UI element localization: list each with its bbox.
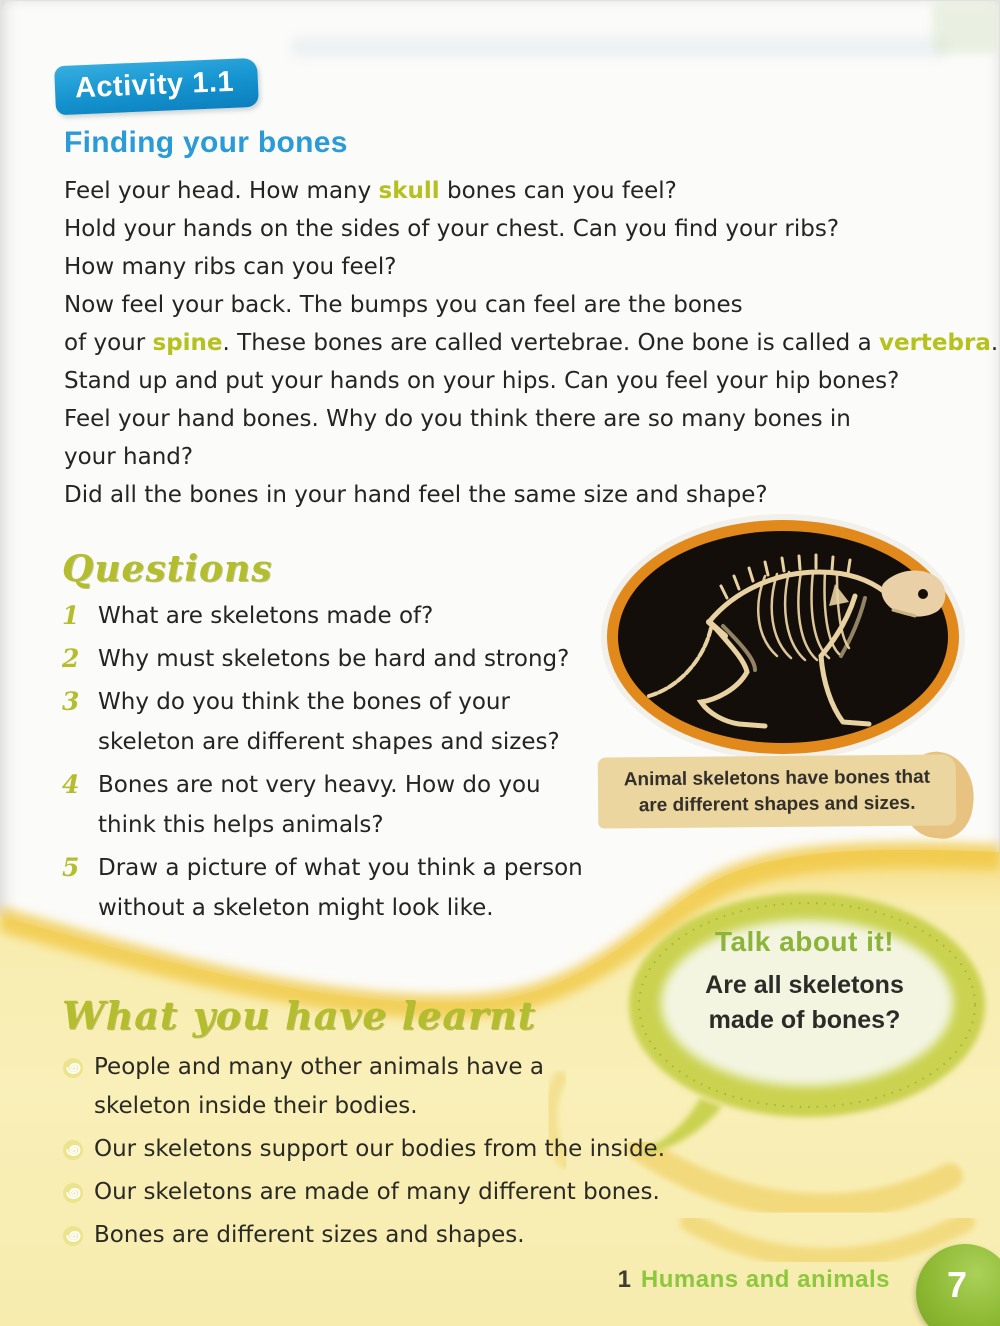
question-text bbox=[98, 682, 560, 762]
text-segment: . These bones are called vertebrae. One bone is called a bbox=[222, 330, 879, 356]
footer-chapter bbox=[480, 1266, 890, 1294]
question-text bbox=[98, 639, 569, 679]
question-number: 4 bbox=[62, 770, 80, 799]
scan-bleedthrough-corner bbox=[932, 2, 998, 54]
page-number: 7 bbox=[946, 1264, 968, 1305]
talk-bubble-question bbox=[652, 968, 957, 1038]
learnt-line: skeleton inside their bodies. bbox=[94, 1093, 418, 1119]
talk-bubble-title: Talk about it! bbox=[714, 926, 895, 957]
learnt-text bbox=[94, 1173, 660, 1212]
caption-line: Animal skeletons have bones that bbox=[623, 766, 931, 791]
swirl-bullet-icon bbox=[62, 1057, 84, 1079]
question-text bbox=[98, 596, 433, 636]
learnt-line: Bones are different sizes and shapes. bbox=[94, 1222, 525, 1248]
question-line: Why do you think the bones of your bbox=[98, 689, 510, 715]
intro-line bbox=[64, 438, 994, 476]
text-segment: bones can you feel? bbox=[439, 178, 677, 204]
intro-line bbox=[64, 400, 994, 438]
talk-bubble bbox=[652, 926, 957, 1038]
swirl-bullet-icon bbox=[62, 1057, 84, 1079]
intro-line bbox=[64, 324, 999, 362]
caption-line: are different shapes and sizes. bbox=[638, 792, 916, 817]
swirl-bullet-icon bbox=[62, 1182, 84, 1204]
question-line: Draw a picture of what you think a person bbox=[98, 855, 583, 881]
learnt-item bbox=[62, 1216, 702, 1255]
question-item bbox=[62, 596, 622, 636]
questions-heading: Questions bbox=[62, 548, 273, 590]
question-number: 3 bbox=[62, 687, 80, 716]
text-segment: Hold your hands on the sides of your chest. Can you find your ribs? bbox=[64, 216, 840, 242]
keyword: vertebra bbox=[879, 330, 991, 356]
learnt-item bbox=[62, 1130, 702, 1169]
learnt-heading: What you have learnt bbox=[62, 993, 537, 1038]
question-item bbox=[62, 765, 622, 845]
swirl-bullet-icon bbox=[62, 1139, 84, 1161]
swirl-bullet-icon bbox=[62, 1225, 84, 1247]
question-item bbox=[62, 848, 622, 928]
keyword: spine bbox=[152, 330, 223, 356]
intro-line bbox=[64, 362, 994, 400]
text-segment: Feel your hand bones. Why do you think there are so many bones in bbox=[64, 406, 851, 432]
question-line: think this helps animals? bbox=[98, 812, 384, 838]
section-heading: Finding your bones bbox=[64, 126, 348, 159]
intro-line bbox=[64, 210, 994, 248]
text-segment: Now feel your back. The bumps you can feel are the bones bbox=[64, 292, 743, 318]
swirl-bullet-icon bbox=[62, 1139, 84, 1161]
question-item bbox=[62, 639, 622, 679]
text-segment: Feel your head. How many bbox=[64, 178, 379, 204]
text-segment: of your bbox=[64, 330, 153, 356]
scan-bleedthrough bbox=[290, 36, 950, 58]
question-text bbox=[98, 765, 541, 845]
activity-badge: Activity 1.1 bbox=[54, 58, 259, 115]
keyword: skull bbox=[378, 178, 440, 204]
intro-line bbox=[64, 476, 994, 514]
swirl-bullet-icon bbox=[62, 1182, 84, 1204]
learnt-text bbox=[94, 1216, 525, 1255]
swirl-bullet-icon bbox=[62, 1225, 84, 1247]
question-item bbox=[62, 682, 622, 762]
intro-line bbox=[64, 286, 994, 324]
questions-list bbox=[62, 596, 622, 931]
chapter-number: 1 bbox=[617, 1266, 631, 1293]
learnt-item bbox=[62, 1173, 702, 1212]
question-number: 5 bbox=[62, 853, 80, 882]
question-line: What are skeletons made of? bbox=[98, 603, 434, 629]
question-text bbox=[98, 848, 583, 928]
learnt-item bbox=[62, 1048, 702, 1126]
learnt-line: People and many other animals have a bbox=[94, 1054, 544, 1080]
text-segment: Did all the bones in your hand feel the same size and shape? bbox=[64, 482, 768, 508]
chapter-title: Humans and animals bbox=[640, 1266, 890, 1293]
question-line: Bones are not very heavy. How do you bbox=[98, 772, 541, 798]
text-segment: . bbox=[990, 330, 999, 356]
question-number: 2 bbox=[62, 644, 80, 673]
intro-line bbox=[64, 248, 994, 286]
learnt-text bbox=[94, 1048, 544, 1126]
question-number: 1 bbox=[62, 601, 80, 630]
learnt-text bbox=[94, 1130, 665, 1169]
learnt-line: Our skeletons support our bodies from the inside. bbox=[94, 1136, 666, 1162]
question-line: Why must skeletons be hard and strong? bbox=[98, 646, 570, 672]
question-line: skeleton are different shapes and sizes? bbox=[98, 729, 560, 755]
intro-paragraph bbox=[64, 172, 999, 514]
learnt-list bbox=[62, 1048, 702, 1259]
bubble-line: Are all skeletons bbox=[705, 971, 904, 999]
figure-caption bbox=[598, 754, 957, 828]
text-segment: your hand? bbox=[64, 444, 194, 470]
animal-skeleton-photo bbox=[597, 510, 969, 766]
text-segment: How many ribs can you feel? bbox=[64, 254, 397, 280]
bubble-line: made of bones? bbox=[708, 1006, 901, 1034]
learnt-line: Our skeletons are made of many different bones. bbox=[94, 1179, 660, 1205]
question-line: without a skeleton might look like. bbox=[98, 895, 494, 921]
intro-line bbox=[64, 172, 994, 210]
text-segment: Stand up and put your hands on your hips. Can you feel your hip bones? bbox=[64, 368, 900, 394]
